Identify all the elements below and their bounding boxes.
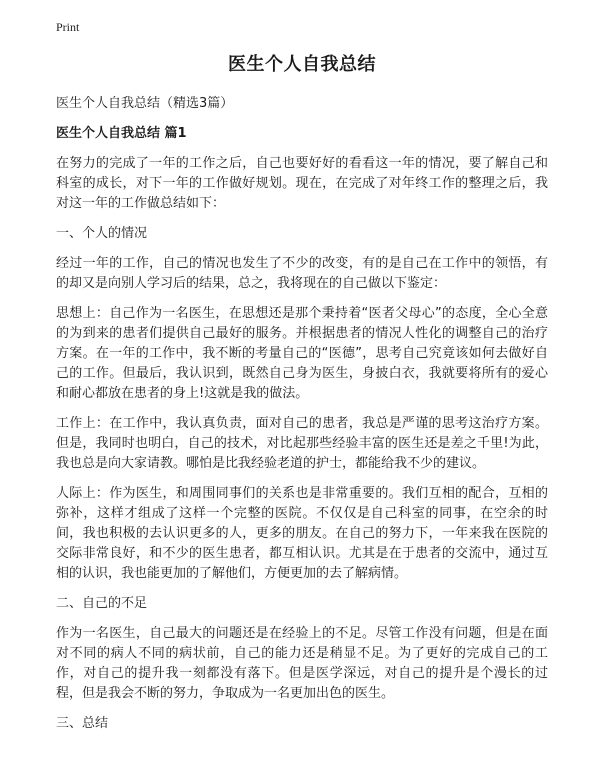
work-paragraph: 工作上：在工作中，我认真负责，面对自己的患者，我总是严谨的思考这治疗方案。但是，我同时也明白，自己的技术，对比起那些经验丰富的医生还是差之千里!为此，我也总是向大家请教。哪怕是比我经验老道的护士，都能给我不少的建议。 <box>56 416 548 471</box>
subheading-personal: 一、个人的情况 <box>56 226 148 241</box>
print-link[interactable]: Print <box>56 20 80 34</box>
subheading-summary: 三、总结 <box>56 716 109 731</box>
thought-paragraph: 思想上：自己作为一名医生，在思想还是那个秉持着“医者父母心”的态度，全心全意的为到来的患者们提供自己最好的服务。并根据患者的情况人性化的调整自己的治疗方案。在一年的工作中，我不断的考量自己的“医德”，思考自己究竟该如何去做好自己的工作。但最后，我认识到，既然自己身为医生，身披白衣，我就要将所有的爱心和耐心都放在患者的身上!这就是我的做法。 <box>56 306 548 401</box>
subheading-shortcomings: 二、自己的不足 <box>56 596 148 611</box>
section-heading: 医生个人自我总结 篇1 <box>56 126 187 141</box>
intro-paragraph: 在努力的完成了一年的工作之后，自己也要好好的看看这一年的情况，要了解自己和科室的成长，对下一年的工作做好规划。现在，在完成了对年终工作的整理之后，我对这一年的工作做总结如下： <box>56 156 548 211</box>
document-subtitle: 医生个人自我总结（精选3篇） <box>56 96 234 111</box>
page-title: 医生个人自我总结 <box>228 54 376 75</box>
relations-paragraph: 人际上：作为医生，和周围同事们的关系也是非常重要的。我们互相的配合，互相的弥补，这样才组成了这样一个完整的医院。不仅仅是自己科室的同事，在空余的时间，我也积极的去认识更多的人，更多的朋友。在自己的努力下，一年来我在医院的交际非常良好，和不少的医生患者，都互相认识。尤其是在于患者的交流中，通过互相的认识，我也能更加的了解他们，方便更加的去了解病情。 <box>56 486 548 581</box>
personal-paragraph: 经过一年的工作，自己的情况也发生了不少的改变，有的是自己在工作中的领悟，有的却又是向别人学习后的结果，总之，我将现在的自己做以下鉴定： <box>56 256 548 291</box>
document-body <box>56 52 548 734</box>
shortcomings-paragraph: 作为一名医生，自己最大的问题还是在经验上的不足。尽管工作没有问题，但是在面对不同的病人不同的病状前，自己的能力还是稍显不足。为了更好的完成自己的工作，对自己的提升我一刻都没有落下。但是医学深远，对自己的提升是个漫长的过程，但是我会不断的努力，争取成为一名更加出色的医生。 <box>56 626 548 701</box>
